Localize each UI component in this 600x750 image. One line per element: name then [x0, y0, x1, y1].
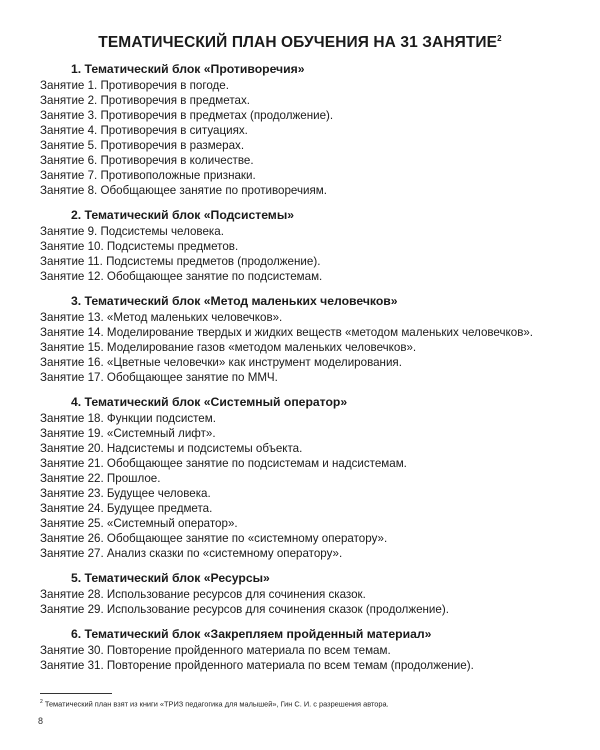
thematic-block	[40, 208, 570, 284]
lesson-item: Занятие 25. «Системный оператор».	[40, 517, 238, 530]
lesson-item: Занятие 23. Будущее человека.	[40, 487, 211, 500]
footnote	[40, 697, 389, 709]
block-heading: 5. Тематический блок «Ресурсы»	[71, 571, 270, 585]
page-title	[0, 34, 600, 52]
lesson-item: Занятие 15. Моделирование газов «методом маленьких человечков».	[40, 341, 417, 354]
lesson-item: Занятие 12. Обобщающее занятие по подсистемам.	[40, 270, 323, 283]
lesson-item: Занятие 8. Обобщающее занятие по противоречиям.	[40, 184, 327, 197]
lesson-item: Занятие 29. Использование ресурсов для сочинения сказок (продолжение).	[40, 603, 449, 616]
lesson-item: Занятие 10. Подсистемы предметов.	[40, 240, 239, 253]
lesson-item: Занятие 5. Противоречия в размерах.	[40, 139, 245, 152]
footnote-mark: 2	[40, 699, 43, 705]
lesson-item: Занятие 31. Повторение пройденного материала по всем темам (продолжение).	[40, 659, 474, 672]
lesson-item: Занятие 7. Противоположные признаки.	[40, 169, 256, 182]
lesson-item: Занятие 13. «Метод маленьких человечков».	[40, 311, 283, 324]
thematic-block	[40, 571, 570, 617]
lesson-item: Занятие 27. Анализ сказки по «системному оператору».	[40, 547, 343, 560]
lesson-item: Занятие 14. Моделирование твердых и жидких веществ «методом маленьких человечков».	[40, 326, 534, 339]
thematic-block	[40, 62, 570, 198]
thematic-block	[40, 395, 570, 561]
footnote-text: Тематический план взят из книги «ТРИЗ педагогика для малышей», Гин С. И. с разрешения автора.	[44, 699, 389, 709]
lesson-item: Занятие 4. Противоречия в ситуациях.	[40, 124, 248, 137]
lesson-item: Занятие 30. Повторение пройденного материала по всем темам.	[40, 644, 391, 657]
block-heading: 3. Тематический блок «Метод маленьких человечков»	[71, 294, 398, 308]
lesson-item: Занятие 19. «Системный лифт».	[40, 427, 216, 440]
lesson-item: Занятие 20. Надсистемы и подсистемы объекта.	[40, 442, 303, 455]
block-heading: 4. Тематический блок «Системный оператор»	[71, 395, 348, 409]
lesson-item: Занятие 11. Подсистемы предметов (продолжение).	[40, 255, 321, 268]
lesson-item: Занятие 26. Обобщающее занятие по «системному оператору».	[40, 532, 388, 545]
footnote-divider	[40, 693, 112, 694]
lesson-item: Занятие 21. Обобщающее занятие по подсистемам и надсистемам.	[40, 457, 407, 470]
lesson-item: Занятие 16. «Цветные человечки» как инструмент моделирования.	[40, 356, 402, 369]
lesson-item: Занятие 24. Будущее предмета.	[40, 502, 213, 515]
block-heading: 1. Тематический блок «Противоречия»	[71, 62, 305, 76]
thematic-block	[40, 627, 570, 673]
page-title-text: ТЕМАТИЧЕСКИЙ ПЛАН ОБУЧЕНИЯ НА 31 ЗАНЯТИЕ	[98, 34, 498, 52]
thematic-plan	[40, 62, 570, 683]
lesson-item: Занятие 6. Противоречия в количестве.	[40, 154, 254, 167]
lesson-item: Занятие 18. Функции подсистем.	[40, 412, 216, 425]
block-heading: 6. Тематический блок «Закрепляем пройденный материал»	[71, 627, 432, 641]
lesson-item: Занятие 28. Использование ресурсов для сочинения сказок.	[40, 588, 366, 601]
thematic-block	[40, 294, 570, 385]
lesson-item: Занятие 22. Прошлое.	[40, 472, 161, 485]
lesson-item: Занятие 1. Противоречия в погоде.	[40, 79, 229, 92]
lesson-item: Занятие 9. Подсистемы человека.	[40, 225, 224, 238]
page-number: 8	[38, 716, 44, 726]
lesson-item: Занятие 3. Противоречия в предметах (продолжение).	[40, 109, 334, 122]
footnote-reference: 2	[497, 34, 502, 43]
block-heading: 2. Тематический блок «Подсистемы»	[71, 208, 295, 222]
lesson-item: Занятие 2. Противоречия в предметах.	[40, 94, 250, 107]
lesson-item: Занятие 17. Обобщающее занятие по ММЧ.	[40, 371, 278, 384]
